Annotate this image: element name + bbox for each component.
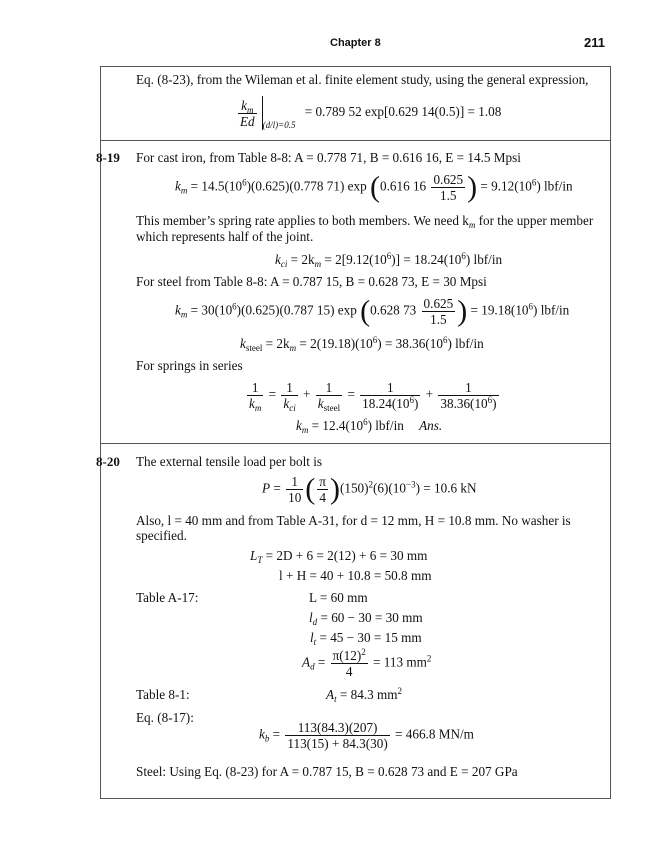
table-a17-label: Table A-17: bbox=[136, 590, 199, 605]
right-border bbox=[610, 66, 611, 799]
steel-line: For steel from Table 8-8: A = 0.787 15, B = 0.628 73, E = 30 Mpsi bbox=[136, 274, 487, 289]
tensile-load-line: The external tensile load per bolt is bbox=[136, 454, 323, 469]
top-rule bbox=[100, 66, 611, 67]
series-label: For springs in series bbox=[136, 358, 243, 373]
equation-kci: $k_{ci} = 2k_m = 2[9.12(10^6)] = 18.24(10^6)$ lbf/in bbox=[275, 251, 503, 269]
also-paragraph-line1: Also, l = 40 mm and from Table A-31, for d = 12 mm, H = 10.8 mm. No washer is bbox=[136, 513, 571, 528]
left-border bbox=[100, 66, 101, 799]
equation-ksteel: $k_{steel} = 2k_m = 2(19.18)(10^6) = 38.36(10^6)$ lbf/in bbox=[240, 335, 484, 353]
also-paragraph-line2: specified. bbox=[136, 528, 187, 543]
equation-Ad: $A_d$ = $\frac{\pi(12)^2}{4}$ = 113 $mm^2$ bbox=[302, 647, 432, 679]
divider-rule-2 bbox=[100, 443, 611, 444]
equation-series-springs: $\frac{1}{k_m}$ = $\frac{1}{k_{ci}}$ + $\frac{1}{k_{steel}}$ = $\frac{1}{18.24(10^6)}$ + $\frac{1}{38.36(10^6)}$ bbox=[249, 380, 497, 413]
equation-P: P = $\frac{1}{10}$ ( $\frac{\pi}{4}$ )$(150)^2(6)(10^{-3}) = 10.6$ kN bbox=[262, 472, 477, 506]
fraction-km-ed: $\frac{k_m}{Ed}$ bbox=[240, 97, 255, 129]
bottom-rule bbox=[100, 798, 611, 799]
page-number: 211 bbox=[584, 35, 605, 50]
equation-kb: $k_b$ = $\frac{113(84.3)(207)}{113(15) + 84.3(30)}$ = 466.8 MN/m bbox=[259, 720, 474, 751]
equation-lt: $l_t = 45 - 30 = 15$ mm bbox=[310, 630, 422, 647]
steel-eq-8-23-line: Steel: Using Eq. (8-23) for A = 0.787 15, B = 0.628 73 and E = 207 GPa bbox=[136, 764, 518, 779]
problem-number-8-20: 8-20 bbox=[96, 454, 120, 469]
equation-km-result: $k_m = 12.4(10^6)$ lbf/in Ans. bbox=[296, 417, 443, 435]
equation-km-ratio: $\frac{k_m}{Ed}$ $_{(d/l)=0.5}$ = 0.789 52 exp[0.629 14(0.5)] = 1.08 bbox=[240, 97, 502, 131]
equation-LT: $L_T = 2D + 6 = 2(12) + 6 = 30$ mm bbox=[250, 548, 428, 565]
spring-rate-paragraph-line1: This member’s spring rate applies to both members. We need $k_m$ for the upper member bbox=[136, 213, 594, 230]
cast-iron-line: For cast iron, from Table 8-8: A = 0.778 71, B = 0.616 16, E = 14.5 Mpsi bbox=[136, 150, 521, 165]
equation-At: $A_t = 84.3$ $mm^2$ bbox=[326, 686, 402, 704]
eq-8-17-label: Eq. (8-17): bbox=[136, 710, 194, 725]
equation-km-cast-iron: $k_m = 14.5(10^6)(0.625)(0.778$ 71) exp (0.616 16 $\frac{0.625}{1.5}$ ) = $9.12(10^6)$ lbf/in bbox=[175, 170, 573, 204]
intro-text: Eq. (8-23), from the Wileman et al. finite element study, using the general expression, bbox=[136, 72, 589, 87]
equation-l-plus-H: l + H = 40 + 10.8 = 50.8 mm bbox=[279, 568, 432, 583]
problem-number-8-19: 8-19 bbox=[96, 150, 120, 165]
divider-rule-1 bbox=[100, 140, 611, 141]
chapter-header: Chapter 8 bbox=[330, 37, 381, 49]
equation-ld: $l_d = 60 - 30 = 30$ mm bbox=[309, 610, 423, 627]
equation-km-steel: $k_m = 30(10^6)(0.625)(0.787$ 15) exp (0.628 73 $\frac{0.625}{1.5}$ ) = $19.18(10^6)$ lbf/in bbox=[175, 294, 570, 328]
table-8-1-label: Table 8-1: bbox=[136, 687, 190, 702]
equation-L: L = 60 mm bbox=[309, 590, 368, 605]
spring-rate-paragraph-line2: which represents half of the joint. bbox=[136, 229, 314, 244]
